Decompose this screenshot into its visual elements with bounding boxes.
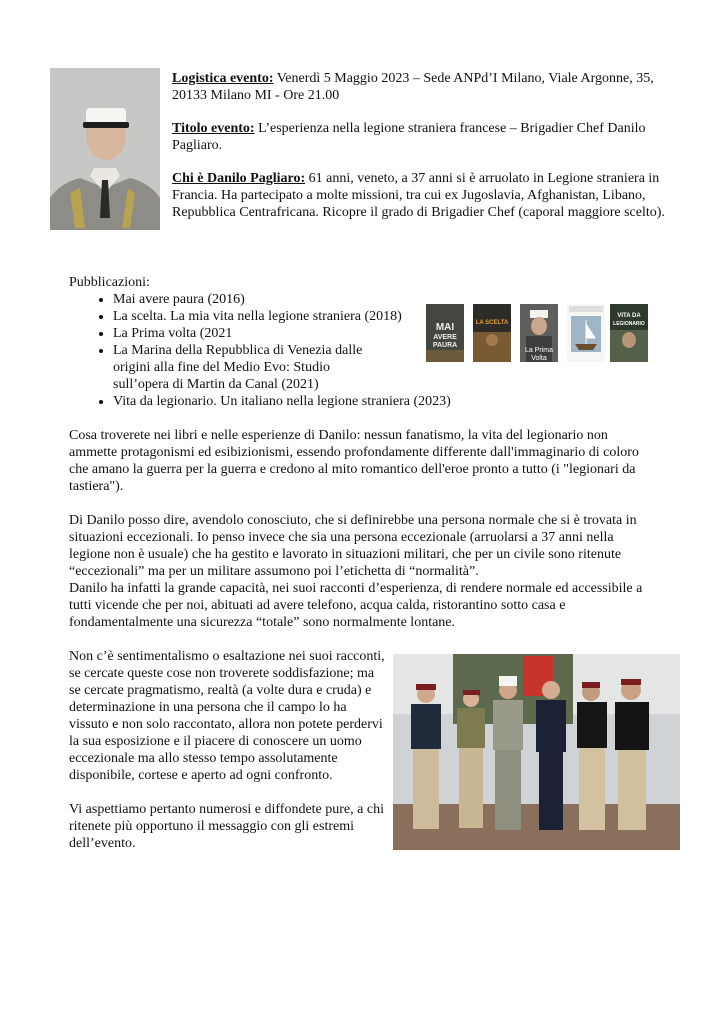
publications-heading: Pubblicazioni: — [69, 275, 150, 290]
logistics-label: Logistica evento: — [172, 71, 274, 86]
cover5-line2: LEGIONARIO — [613, 321, 645, 327]
closing-column — [69, 648, 389, 869]
publication-item: • Vita da legionario. Un italiano nella legione straniera (2023) — [113, 393, 569, 410]
paragraph-text: Cosa troverete nei libri e nelle esperienze di Danilo: nessun fanatismo, la vita del legionario non ammette protagonismi ed esibizionismi, essendo profondamente differente dall'immaginario di coloro che amano la guerra per la guerra e credono al mito romantico dell'eroe pronto a tutto (i "legionari da tastiera"). — [69, 428, 639, 494]
group-photo — [393, 654, 680, 850]
book-cover-la-scelta — [473, 304, 511, 362]
cover5-line1: VITA DA — [617, 313, 641, 319]
paragraph-text: Vi aspettiamo pertanto numerosi e diffondete pure, a chi ritenete più opportuno il messaggio con gli estremi dell’evento. — [69, 802, 384, 851]
book-cover-la-prima-volta — [520, 304, 558, 362]
body-paragraph-1 — [69, 427, 653, 495]
book-cover-marina-venezia — [567, 304, 605, 362]
logistics-text: Venerdì 5 Maggio 2023 – Sede ANPd’I Milano, Viale Argonne, 35, 20133 Milano MI - Ore 21.00 — [172, 71, 654, 103]
cover3-line2: Volta — [531, 355, 547, 362]
portrait-illustration — [50, 68, 160, 230]
cover2-line1: LA SCELTA — [475, 320, 509, 326]
title-text: L’esperienza nella legione straniera francese – Brigadier Chef Danilo Pagliaro. — [172, 121, 646, 153]
cover1-line3: PAURA — [432, 342, 458, 349]
cover3-line1: La Prima — [524, 347, 554, 354]
publication-item: • La scelta. La mia vita nella legione straniera (2018) — [113, 308, 489, 325]
logistics-paragraph — [172, 70, 672, 104]
title-paragraph — [172, 120, 672, 154]
group-photo-illustration — [393, 654, 680, 850]
title-label: Titolo evento: — [172, 121, 255, 136]
publication-item: • La Prima volta (2021 — [113, 325, 489, 342]
body-paragraph-2 — [69, 512, 653, 631]
who-paragraph — [172, 170, 672, 221]
publication-item: • Mai avere paura (2016) — [113, 291, 489, 308]
book-cover-vita-da-legionario — [610, 304, 648, 362]
cover1-line1: MAI — [435, 322, 455, 333]
cover1-line2: AVERE — [433, 334, 457, 341]
publication-item: • La Marina della Repubblica di Venezia dalle origini alla fine del Medio Evo: Studio sull’opera di Martin da Canal (2021) — [113, 342, 489, 393]
event-info — [172, 70, 672, 237]
book-covers — [426, 304, 648, 366]
who-label: Chi è Danilo Pagliaro: — [172, 171, 306, 186]
who-text: 61 anni, veneto, a 37 anni si è arruolato in Legione straniera in Francia. Ha partecipato a molte missioni, tra cui ex Jugoslavia, Afghanistan, Libano, Repubblica Centrafricana. Ricopre il grado di Brigadier Chef (caporal maggiore scelto). — [172, 171, 665, 220]
portrait-photo — [50, 68, 160, 230]
paragraph-text: Danilo ha infatti la grande capacità, nei suoi racconti d’esperienza, di rendere normale ed accessibile a tutti vicende che per noi, abituati ad avere telefono, acqua calda, ristorantino sotto casa e fondamentalmente una sicurezza “totale” sono normalmente lontane. — [69, 581, 643, 630]
paragraph-text: Di Danilo posso dire, avendolo conosciuto, che si definirebbe una persona normale che si è trovata in situazioni eccezionali. Io penso invece che sia una persona eccezionale (arruolarsi a 37 anni nella legione non è usuale) che ha gestito e lavorato in situazioni militari, che per un civile sono ritenute “eccezionali” ma per un militare assumono poi l’etichetta di “normalità”. — [69, 513, 637, 579]
book-cover-mai-avere-paura — [426, 304, 464, 362]
paragraph-text: Non c’è sentimentalismo o esaltazione nei suoi racconti, se cercate queste cose non troverete soddisfazione; ma se cercate pragmatismo, realtà (a volte dura e cruda) e determinazione in una persona che il campo lo ha vissuto e non solo raccontato, allora non potete perdervi la sua esposizione e il piacere di conoscere un uomo eccezionale ma allo stesso tempo assolutamente disponibile, cortese e aperto ad ogni confronto. — [69, 649, 385, 783]
